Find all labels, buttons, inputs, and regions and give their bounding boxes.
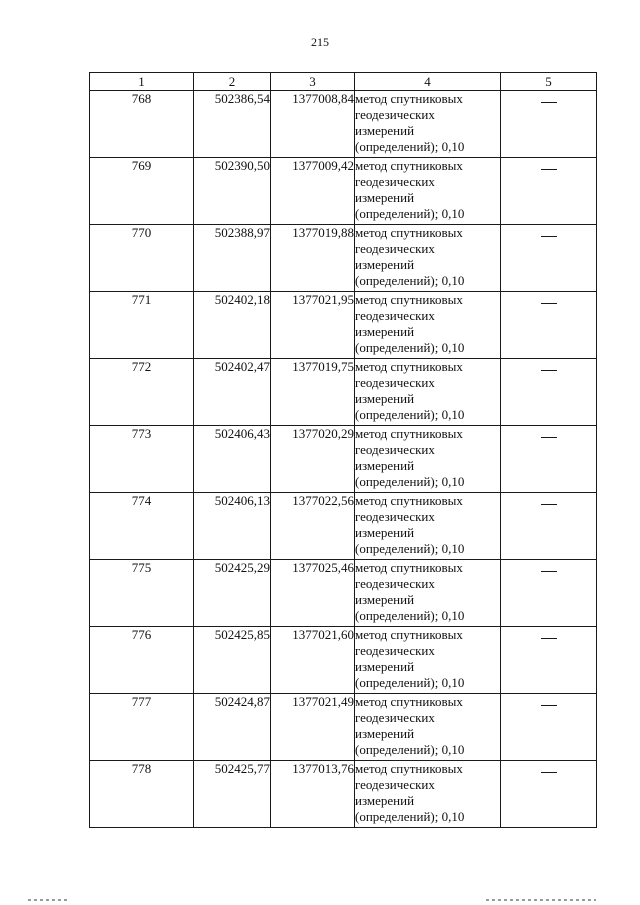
coordinate-y-cell: 1377009,42 bbox=[271, 158, 355, 225]
coordinate-y-cell: 1377021,60 bbox=[271, 627, 355, 694]
method-line: геодезических bbox=[355, 241, 435, 256]
point-number-cell: 772 bbox=[90, 359, 194, 426]
point-number-cell: 773 bbox=[90, 426, 194, 493]
method-line: измерений bbox=[355, 793, 415, 808]
method-line: измерений bbox=[355, 391, 415, 406]
method-line: измерений bbox=[355, 458, 415, 473]
table-row bbox=[90, 560, 597, 627]
method-line: геодезических bbox=[355, 174, 435, 189]
method-line: (определений); 0,10 bbox=[355, 608, 465, 623]
method-line: (определений); 0,10 bbox=[355, 340, 465, 355]
point-number-cell: 774 bbox=[90, 493, 194, 560]
header-col-1: 1 bbox=[90, 73, 194, 91]
method-line: геодезических bbox=[355, 509, 435, 524]
method-line: метод спутниковых bbox=[355, 493, 463, 508]
method-line: геодезических bbox=[355, 308, 435, 323]
method-line: (определений); 0,10 bbox=[355, 809, 465, 824]
method-line: метод спутниковых bbox=[355, 761, 463, 776]
method-cell bbox=[355, 694, 501, 761]
point-number-cell: 770 bbox=[90, 225, 194, 292]
method-line: (определений); 0,10 bbox=[355, 474, 465, 489]
dash-mark bbox=[541, 370, 557, 371]
method-line: метод спутниковых bbox=[355, 627, 463, 642]
dash-mark bbox=[541, 772, 557, 773]
note-cell bbox=[501, 158, 597, 225]
method-cell bbox=[355, 761, 501, 828]
method-line: геодезических bbox=[355, 375, 435, 390]
dash-mark bbox=[541, 236, 557, 237]
table-row bbox=[90, 292, 597, 359]
header-col-3: 3 bbox=[271, 73, 355, 91]
table-row bbox=[90, 627, 597, 694]
coordinate-y-cell: 1377020,29 bbox=[271, 426, 355, 493]
note-cell bbox=[501, 292, 597, 359]
note-cell bbox=[501, 627, 597, 694]
method-cell bbox=[355, 225, 501, 292]
point-number-cell: 775 bbox=[90, 560, 194, 627]
note-cell bbox=[501, 560, 597, 627]
method-line: метод спутниковых bbox=[355, 426, 463, 441]
method-line: геодезических bbox=[355, 777, 435, 792]
method-cell bbox=[355, 91, 501, 158]
method-line: геодезических bbox=[355, 107, 435, 122]
coordinate-x-cell: 502425,77 bbox=[194, 761, 271, 828]
dash-mark bbox=[541, 705, 557, 706]
table-body bbox=[90, 91, 597, 828]
table-row bbox=[90, 359, 597, 426]
note-cell bbox=[501, 761, 597, 828]
method-cell bbox=[355, 359, 501, 426]
dash-mark bbox=[541, 303, 557, 304]
dash-mark bbox=[541, 571, 557, 572]
header-col-4: 4 bbox=[355, 73, 501, 91]
dash-mark bbox=[541, 504, 557, 505]
coordinate-y-cell: 1377008,84 bbox=[271, 91, 355, 158]
coordinate-x-cell: 502386,54 bbox=[194, 91, 271, 158]
header-col-5: 5 bbox=[501, 73, 597, 91]
point-number-cell: 769 bbox=[90, 158, 194, 225]
table-row bbox=[90, 426, 597, 493]
header-col-2: 2 bbox=[194, 73, 271, 91]
point-number-cell: 776 bbox=[90, 627, 194, 694]
method-line: измерений bbox=[355, 525, 415, 540]
coordinate-y-cell: 1377019,88 bbox=[271, 225, 355, 292]
point-number-cell: 771 bbox=[90, 292, 194, 359]
point-number-cell: 777 bbox=[90, 694, 194, 761]
method-cell bbox=[355, 627, 501, 694]
coordinate-x-cell: 502402,47 bbox=[194, 359, 271, 426]
note-cell bbox=[501, 91, 597, 158]
method-line: (определений); 0,10 bbox=[355, 541, 465, 556]
coordinate-x-cell: 502388,97 bbox=[194, 225, 271, 292]
method-line: геодезических bbox=[355, 643, 435, 658]
coordinate-y-cell: 1377021,95 bbox=[271, 292, 355, 359]
note-cell bbox=[501, 225, 597, 292]
point-number-cell: 768 bbox=[90, 91, 194, 158]
method-line: геодезических bbox=[355, 576, 435, 591]
method-line: (определений); 0,10 bbox=[355, 675, 465, 690]
method-line: метод спутниковых bbox=[355, 560, 463, 575]
method-cell bbox=[355, 292, 501, 359]
coordinate-x-cell: 502425,85 bbox=[194, 627, 271, 694]
scan-marks-left bbox=[28, 899, 68, 901]
method-line: измерений bbox=[355, 257, 415, 272]
method-line: измерений bbox=[355, 659, 415, 674]
table-row bbox=[90, 158, 597, 225]
table-row bbox=[90, 493, 597, 560]
method-cell bbox=[355, 158, 501, 225]
method-line: метод спутниковых bbox=[355, 694, 463, 709]
method-line: измерений bbox=[355, 190, 415, 205]
method-line: измерений bbox=[355, 726, 415, 741]
dash-mark bbox=[541, 102, 557, 103]
dash-mark bbox=[541, 638, 557, 639]
method-line: измерений bbox=[355, 592, 415, 607]
coordinate-x-cell: 502390,50 bbox=[194, 158, 271, 225]
note-cell bbox=[501, 493, 597, 560]
coordinate-x-cell: 502406,43 bbox=[194, 426, 271, 493]
method-line: метод спутниковых bbox=[355, 91, 463, 106]
method-line: метод спутниковых bbox=[355, 158, 463, 173]
coordinate-y-cell: 1377019,75 bbox=[271, 359, 355, 426]
coordinates-table bbox=[89, 72, 597, 828]
method-line: измерений bbox=[355, 324, 415, 339]
scan-marks-right bbox=[486, 899, 596, 901]
table-row bbox=[90, 761, 597, 828]
method-line: (определений); 0,10 bbox=[355, 206, 465, 221]
point-number-cell: 778 bbox=[90, 761, 194, 828]
method-line: метод спутниковых bbox=[355, 359, 463, 374]
coordinate-x-cell: 502424,87 bbox=[194, 694, 271, 761]
table-row bbox=[90, 225, 597, 292]
method-line: измерений bbox=[355, 123, 415, 138]
coordinate-y-cell: 1377013,76 bbox=[271, 761, 355, 828]
method-line: метод спутниковых bbox=[355, 292, 463, 307]
coordinate-y-cell: 1377022,56 bbox=[271, 493, 355, 560]
method-cell bbox=[355, 560, 501, 627]
note-cell bbox=[501, 426, 597, 493]
note-cell bbox=[501, 694, 597, 761]
coordinate-y-cell: 1377025,46 bbox=[271, 560, 355, 627]
method-line: геодезических bbox=[355, 442, 435, 457]
method-line: (определений); 0,10 bbox=[355, 407, 465, 422]
method-cell bbox=[355, 426, 501, 493]
method-line: геодезических bbox=[355, 710, 435, 725]
method-line: (определений); 0,10 bbox=[355, 273, 465, 288]
method-line: метод спутниковых bbox=[355, 225, 463, 240]
table-header-row bbox=[90, 73, 597, 91]
page-number: 215 bbox=[311, 35, 329, 49]
coordinate-x-cell: 502406,13 bbox=[194, 493, 271, 560]
method-line: (определений); 0,10 bbox=[355, 742, 465, 757]
dash-mark bbox=[541, 169, 557, 170]
table-row bbox=[90, 91, 597, 158]
method-cell bbox=[355, 493, 501, 560]
coordinate-x-cell: 502402,18 bbox=[194, 292, 271, 359]
note-cell bbox=[501, 359, 597, 426]
table-row bbox=[90, 694, 597, 761]
coordinate-y-cell: 1377021,49 bbox=[271, 694, 355, 761]
dash-mark bbox=[541, 437, 557, 438]
method-line: (определений); 0,10 bbox=[355, 139, 465, 154]
coordinate-x-cell: 502425,29 bbox=[194, 560, 271, 627]
